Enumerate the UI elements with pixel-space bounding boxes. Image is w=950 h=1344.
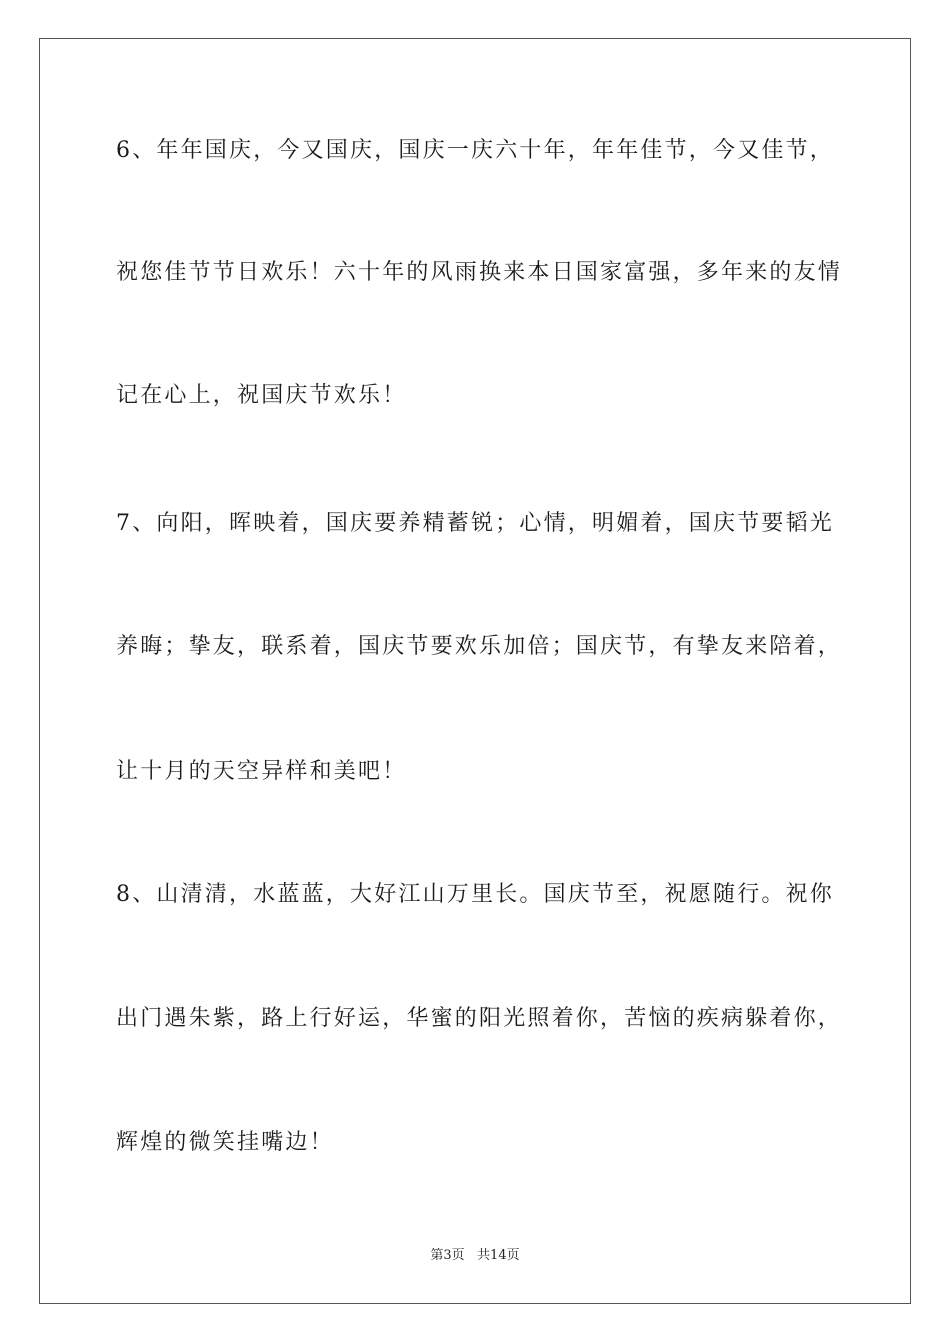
paragraph-8-line-1: 8、山清清，水蓝蓝，大好江山万里长。国庆节至，祝愿随行。祝你 xyxy=(116,882,834,907)
paragraph-6-line-2: 祝您佳节节日欢乐！六十年的风雨换来本日国家富强，多年来的友情 xyxy=(116,260,843,285)
paragraph-8-line-3: 辉煌的微笑挂嘴边！ xyxy=(116,1130,334,1155)
page-border xyxy=(39,38,911,1304)
page-number-footer: 第3页 共14页 xyxy=(430,1248,520,1263)
paragraph-7-line-3: 让十月的天空异样和美吧！ xyxy=(116,759,407,784)
paragraph-7-line-1: 7、向阳，晖映着，国庆要养精蓄锐；心情，明媚着，国庆节要韬光 xyxy=(116,511,834,536)
paragraph-8-line-2: 出门遇朱紫，路上行好运，华蜜的阳光照着你，苦恼的疾病躲着你， xyxy=(116,1006,843,1031)
paragraph-6-line-3: 记在心上，祝国庆节欢乐！ xyxy=(116,383,407,408)
paragraph-6-line-1: 6、年年国庆，今又国庆，国庆一庆六十年，年年佳节，今又佳节， xyxy=(116,138,834,163)
paragraph-7-line-2: 养晦；挚友，联系着，国庆节要欢乐加倍；国庆节，有挚友来陪着， xyxy=(116,634,843,659)
